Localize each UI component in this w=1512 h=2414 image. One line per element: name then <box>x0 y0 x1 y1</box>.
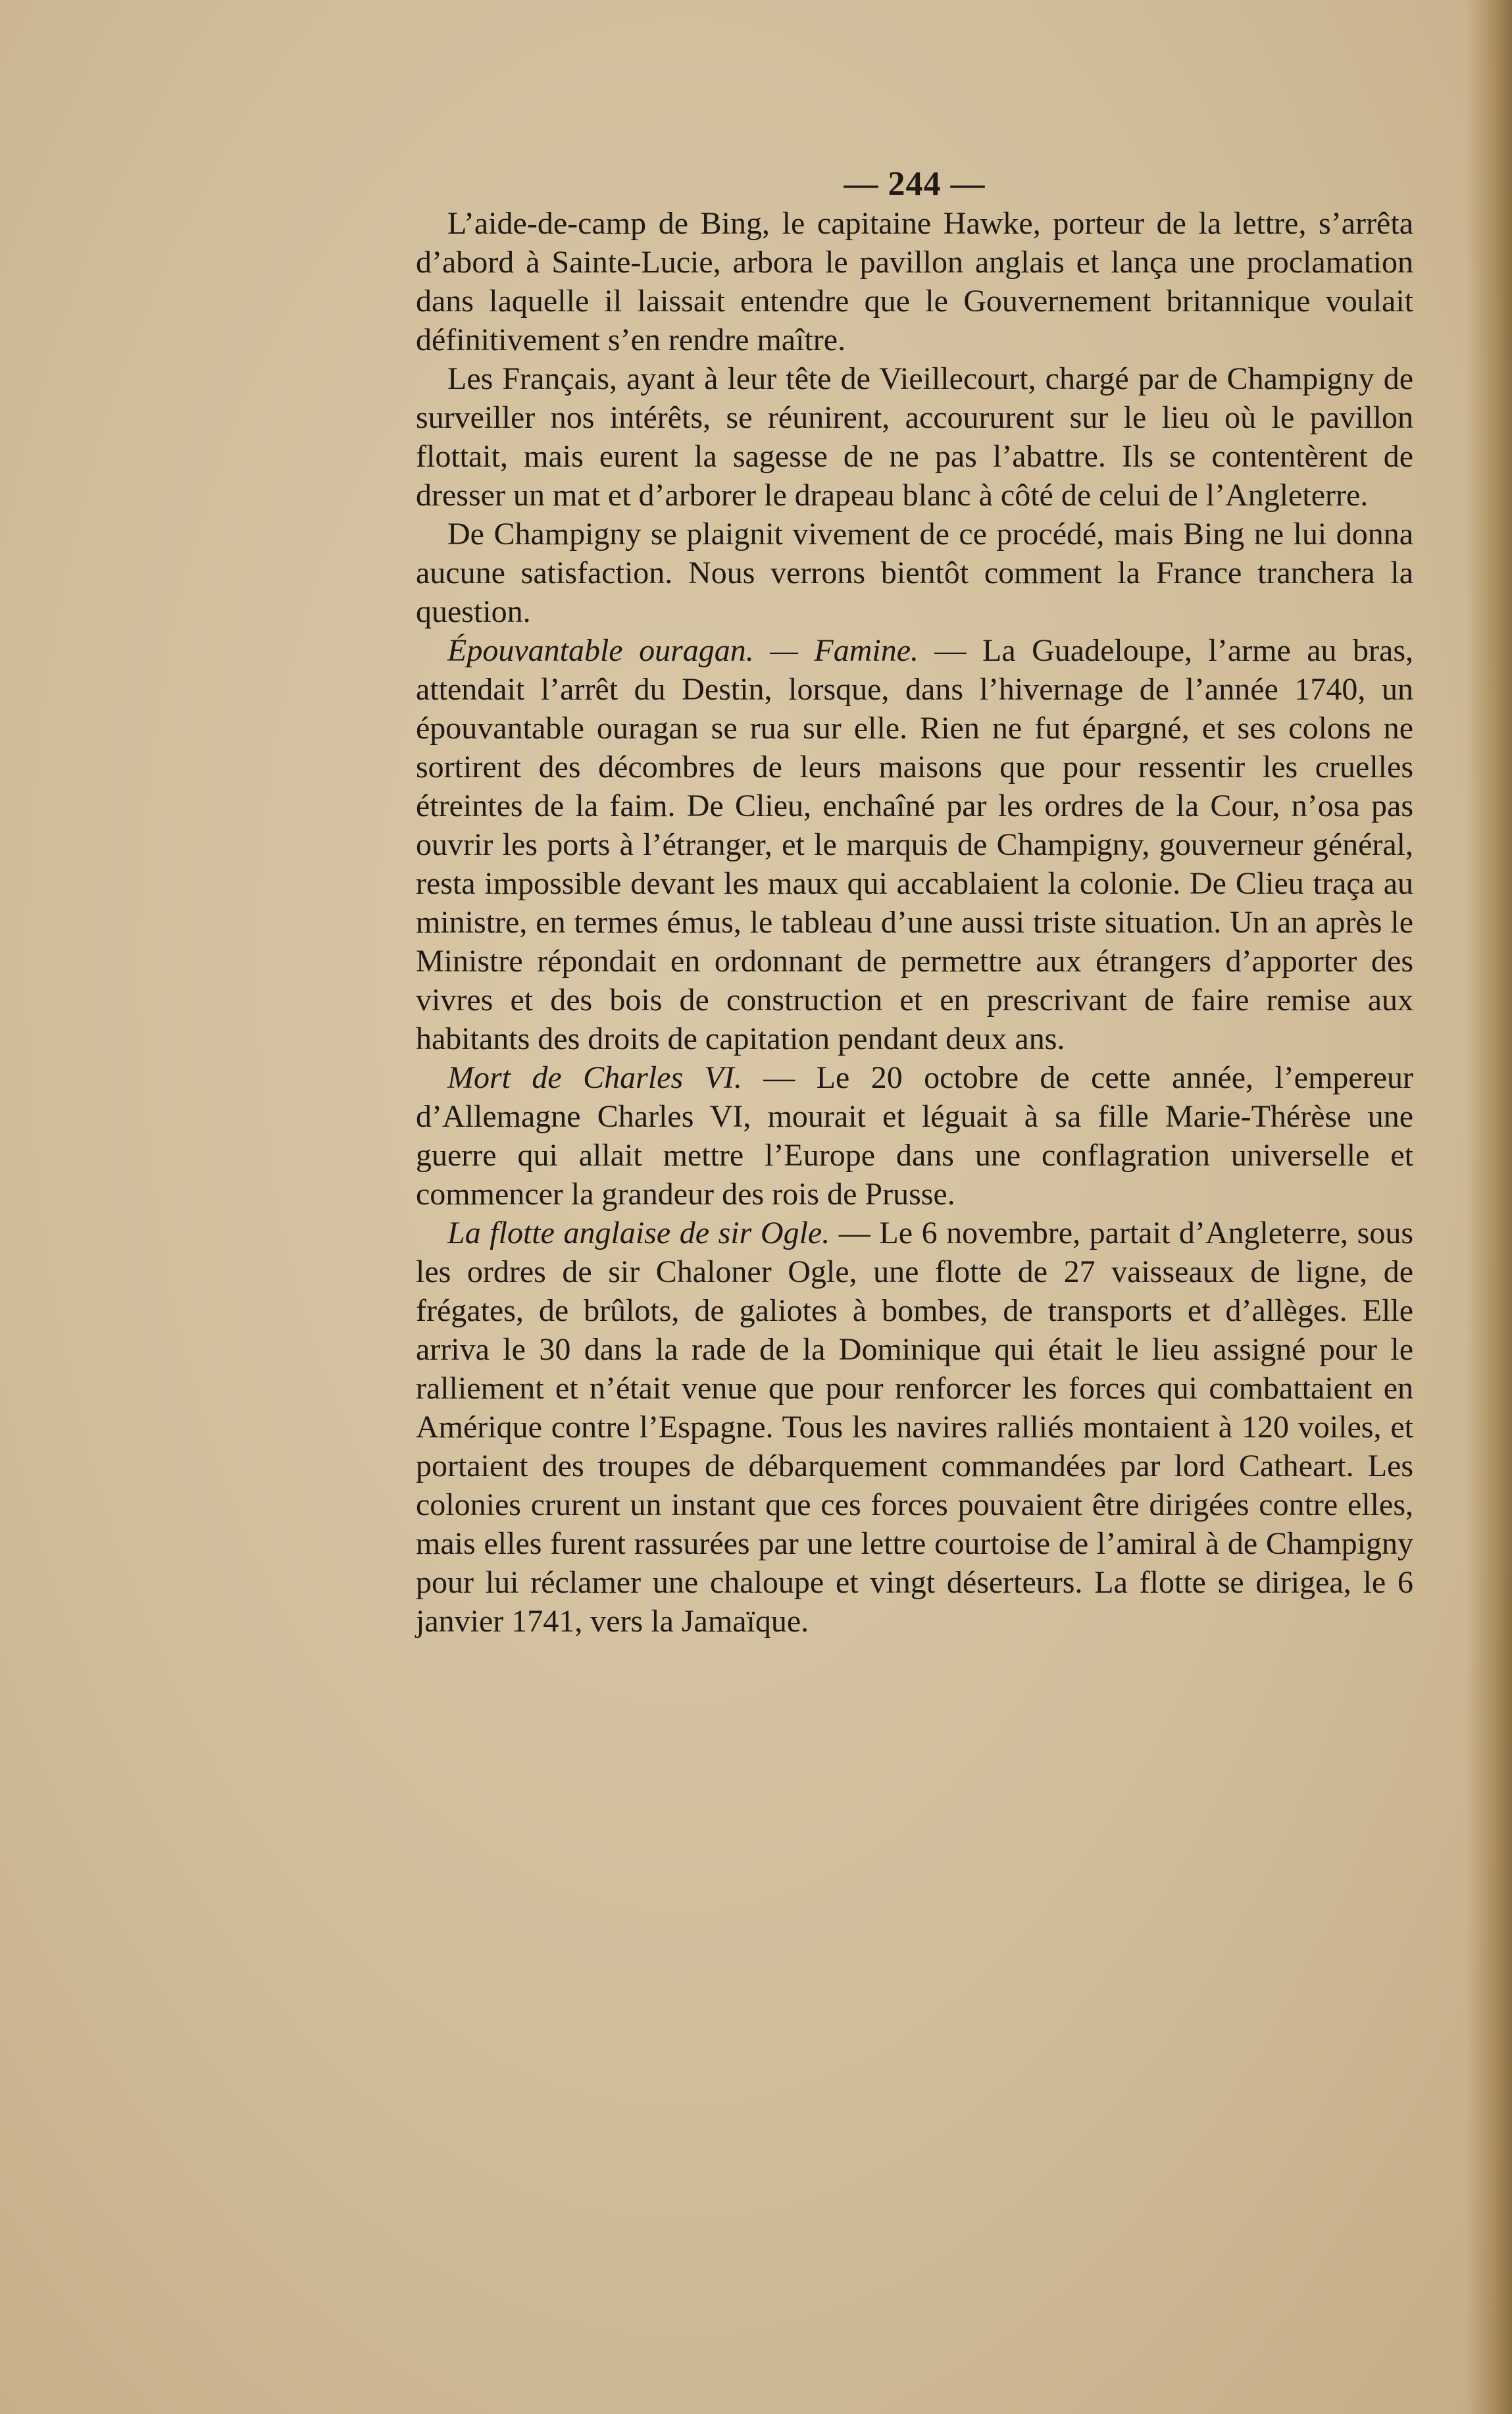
paragraph-3-text: De Champigny se plaignit vivement de ce procédé, mais Bing ne lui donna aucune satisfaction. Nous verrons bientôt comment la France tranchera la question. <box>416 517 1413 629</box>
paragraph-4 <box>416 631 1413 1058</box>
section-heading-charles-vi: Mort de Charles VI. <box>447 1060 742 1095</box>
paragraph-6 <box>416 1214 1413 1641</box>
paragraph-5 <box>416 1058 1413 1214</box>
paragraph-1-text: L’aide-de-camp de Bing, le capitaine Hawke, porteur de la lettre, s’arrêta d’abord à Sainte-Lucie, arbora le pavillon anglais et lança une proclamation dans laquelle il laissait entendre que le Gouvernement britannique voulait définitivement s’en rendre maître. <box>416 206 1413 357</box>
text-block <box>416 165 1413 1641</box>
paragraph-6-text: — Le 6 novembre, partait d’Angleterre, sous les ordres de sir Chaloner Ogle, une flotte de 27 vaisseaux de ligne, de frégates, de brûlots, de galiotes à bombes, de transports et d’allèges. Elle arriva le 30 dans la rade de la Dominique qui était le lieu assigné pour le ralliement et n’était venue que pour renforcer les forces qui combattaient en Amérique contre l’Espagne. Tous les navires ralliés montaient à 120 voiles, et portaient des troupes de débarquement commandées par lord Catheart. Les colonies crurent un instant que ces forces pouvaient être dirigées contre elles, mais elles furent rassurées par une lettre courtoise de l’amiral à de Champigny pour lui réclamer une chaloupe et vingt déserteurs. La flotte se dirigea, le 6 janvier 1741, vers la Jamaïque. <box>416 1216 1414 1639</box>
paragraph-3 <box>416 515 1413 631</box>
page-edge-shadow <box>1466 0 1512 2414</box>
paragraph-2 <box>416 359 1413 515</box>
section-heading-ouragan: Épouvantable ouragan. — Famine. <box>447 633 919 668</box>
paragraph-2-text: Les Français, ayant à leur tête de Vieillecourt, chargé par de Champigny de surveiller nos intérêts, se réunirent, accoururent sur le lieu où le pavillon flottait, mais eurent la sagesse de ne pas l’abattre. Ils se contentèrent de dresser un mat et d’arborer le drapeau blanc à côté de celui de l’Angleterre. <box>416 361 1413 513</box>
paragraph-5-text: — Le 20 octobre de cette année, l’empereur d’Allemagne Charles VI, mourait et léguait à sa fille Marie-Thérèse une guerre qui allait mettre l’Europe dans une conflagration universelle et commencer la grandeur des rois de Prusse. <box>416 1060 1413 1212</box>
paragraph-4-text: — La Guadeloupe, l’arme au bras, attendait l’arrêt du Destin, lorsque, dans l’hivernage de l’année 1740, un épouvantable ouragan se rua sur elle. Rien ne fut épargné, et ses colons ne sortirent des décombres de leurs maisons que pour ressentir les cruelles étreintes de la faim. De Clieu, enchaîné par les ordres de la Cour, n’osa pas ouvrir les ports à l’étranger, et le marquis de Champigny, gouverneur général, resta impossible devant les maux qui accablaient la colonie. De Clieu traça au ministre, en termes émus, le tableau d’une aussi triste situation. Un an après le Ministre répondait en ordonnant de permettre aux étrangers d’apporter des vivres et des bois de construction et en prescrivant de faire remise aux habitants des droits de capitation pendant deux ans. <box>416 633 1414 1056</box>
paragraph-1 <box>416 204 1413 359</box>
page-number: — 244 — <box>844 165 986 203</box>
section-heading-flotte-anglaise: La flotte anglaise de sir Ogle. <box>447 1216 830 1250</box>
